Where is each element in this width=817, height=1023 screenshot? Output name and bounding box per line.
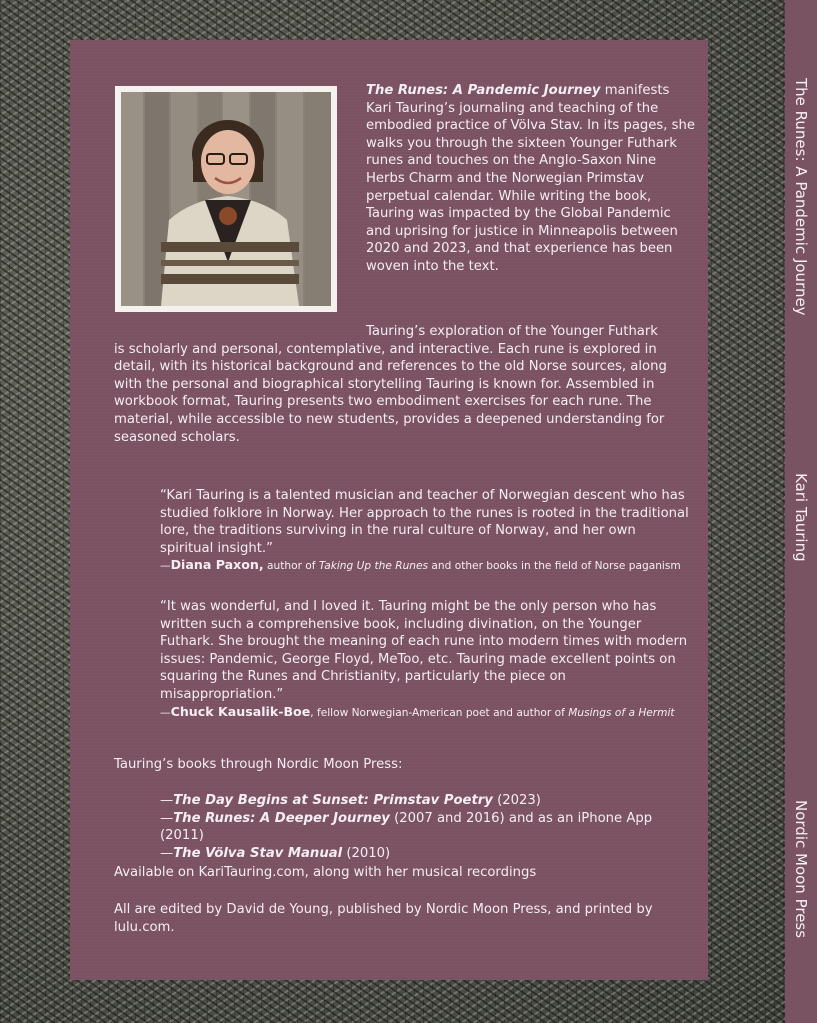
spine-title: The Runes: A Pandemic Journey [792,78,810,316]
quote-work: Taking Up the Runes [318,560,429,573]
book-title: The Day Begins at Sunset: Primstav Poetry [173,793,493,808]
list-item: —The Day Begins at Sunset: Primstav Poetry (2023) [160,793,541,808]
quote-work: Musings of a Hermit [568,706,675,719]
quote-text: “It was wonderful, and I loved it. Tauring might be the only person who has written such a comprehensive book, including divination, on the Younger Futhark. She brought the meaning of each rune into modern times with modern issues: Pandemic, George Floyd, MeToo, etc. Tauring made excellent points on squaring the Runes and Christianity, particularly the piece on misappropriation.” [160,599,688,702]
list-item: —The Völva Stav Manual (2010) [160,845,391,861]
testimonial-quote [160,487,690,574]
quote-attribution: —Diana Paxon, author of Taking Up the Runes and other books in the field of Norse paganism [160,557,681,573]
publishing-credits: All are edited by David de Young, published by Nordic Moon Press, and printed by lulu.com. [114,902,653,935]
books-list [160,792,700,862]
spine-author: Kari Tauring [792,473,810,562]
quote-text: “Kari Tauring is a talented musician and teacher of Norwegian descent who has studied folklore in Norway. Her approach to the runes is rooted in the traditional lore, the traditions surviving in the rural culture of Norway, and her own spiritual insight.” [160,488,689,556]
book-description [366,82,696,276]
quote-author: Chuck Kausalik-Boe [170,703,311,719]
quote-attribution: —Chuck Kausalik-Boe, fellow Norwegian-American poet and author of Musings of a Hermit [160,703,675,719]
author-portrait-image [121,92,331,306]
exploration-first-line: Tauring’s exploration of the Younger Futhark [366,324,658,339]
exploration-rest: is scholarly and personal, contemplative, and interactive. Each rune is explored in detail, with its historical background and references to the old Norse sources, along with the personal and biographical storytelling Tauring is known for. Assembled in workbook format, Tauring presents two embodiment exercises for each rune. The material, while accessible to new students, provides a deepened understanding for seasoned scholars. [114,341,667,445]
quote-author: Diana Paxon, [170,557,264,573]
book-title: The Völva Stav Manual [173,845,343,861]
intro-book-title: The Runes: A Pandemic Journey [366,83,601,98]
spine-publisher: Nordic Moon Press [792,800,810,939]
testimonial-quote [160,598,690,721]
books-heading: Tauring’s books through Nordic Moon Press: [114,757,403,772]
author-photo [115,86,337,312]
availability-note: Available on KariTauring.com, along with her musical recordings [114,865,537,880]
book-title: The Runes: A Deeper Journey [173,810,390,826]
exploration-paragraph [114,323,694,446]
book-spine [785,0,817,1023]
list-item: —The Runes: A Deeper Journey (2007 and 2016) and as an iPhone App (2011) [160,810,653,844]
intro-text: manifests Kari Tauring’s journaling and teaching of the embodied practice of Völva Stav. In its pages, she walks you through the sixteen Younger Futhark runes and touches on the Anglo-Saxon Nine Herbs Charm and the Norwegian Primstav perpetual calendar. While writing the book, Tauring was impacted by the Global Pandemic and uprising for justice in Minneapolis between 2020 and 2023, and that experience has been woven into the text. [366,83,695,274]
